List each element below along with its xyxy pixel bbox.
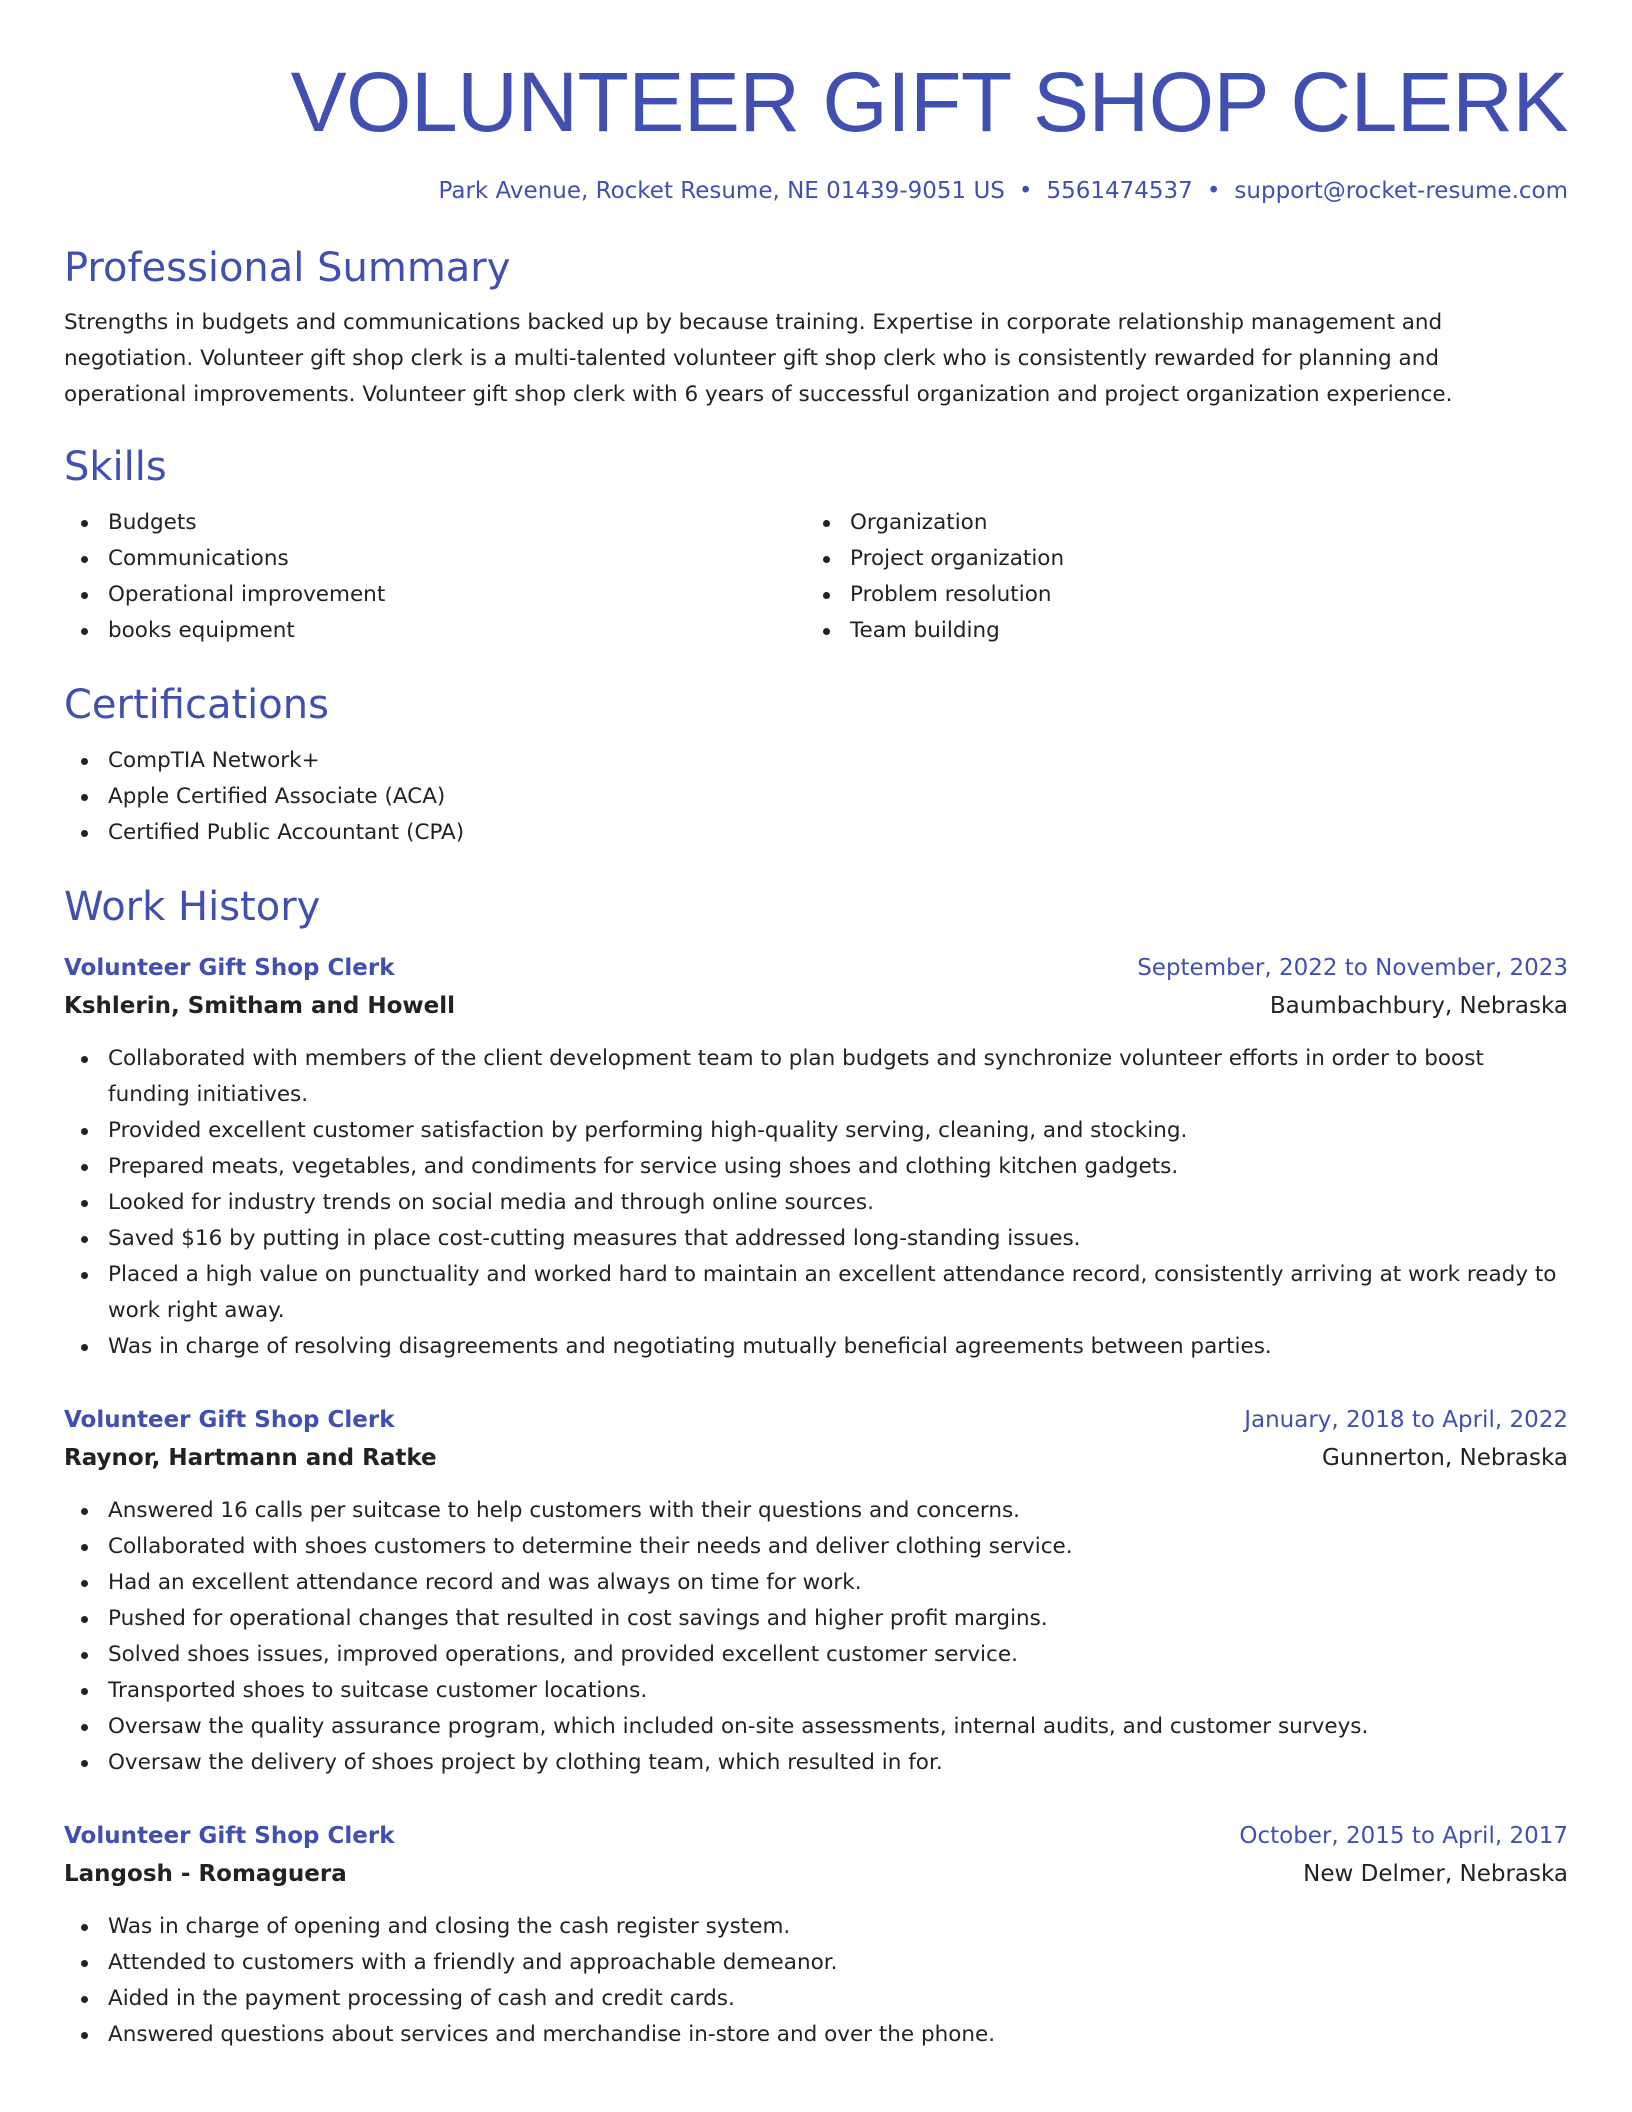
contact-address: Park Avenue, Rocket Resume, NE 01439-9051 US [438, 178, 1005, 204]
job-company: Raynor, Hartmann and Ratke [64, 1445, 437, 1471]
skill-item: Project organization [806, 541, 1548, 577]
job-bullet: Attended to customers with a friendly and approachable demeanor. [64, 1945, 1568, 1981]
job-bullets [64, 1909, 1568, 2053]
skill-item: Organization [806, 505, 1548, 541]
skills-heading: Skills [64, 444, 167, 490]
job-bullet: Saved $16 by putting in place cost-cutting measures that addressed long-standing issues. [64, 1221, 1568, 1257]
job-entry [64, 1817, 1568, 2053]
contact-separator: • [1018, 178, 1033, 204]
resume-page [64, 0, 1568, 2053]
job-title: Volunteer Gift Shop Clerk [64, 1407, 395, 1433]
job-dates: January, 2018 to April, 2022 [1244, 1407, 1568, 1433]
job-bullet: Collaborated with members of the client development team to plan budgets and synchronize volunteer efforts in order to boost funding initiatives. [64, 1041, 1568, 1113]
contact-email: support@rocket-resume.com [1234, 178, 1568, 204]
job-bullet: Transported shoes to suitcase customer locations. [64, 1673, 1568, 1709]
job-bullet: Answered questions about services and merchandise in-store and over the phone. [64, 2017, 1568, 2053]
job-company: Kshlerin, Smitham and Howell [64, 993, 456, 1019]
job-location: New Delmer, Nebraska [1303, 1861, 1568, 1887]
job-location: Gunnerton, Nebraska [1322, 1445, 1568, 1471]
certification-item: Certified Public Accountant (CPA) [64, 815, 1568, 851]
resume-title: VOLUNTEER GIFT SHOP CLERK [290, 55, 1568, 149]
job-entry [64, 1401, 1568, 1781]
job-dates: October, 2015 to April, 2017 [1239, 1823, 1568, 1849]
job-title: Volunteer Gift Shop Clerk [64, 1823, 395, 1849]
job-bullet: Answered 16 calls per suitcase to help customers with their questions and concerns. [64, 1493, 1568, 1529]
job-bullet: Had an excellent attendance record and was always on time for work. [64, 1565, 1568, 1601]
certification-item: Apple Certified Associate (ACA) [64, 779, 1568, 815]
job-bullet: Collaborated with shoes customers to determine their needs and deliver clothing service. [64, 1529, 1568, 1565]
skill-item: Operational improvement [64, 577, 806, 613]
skills-grid [64, 505, 1568, 649]
summary-heading: Professional Summary [64, 245, 511, 291]
contact-line [64, 176, 1568, 206]
skill-item: Problem resolution [806, 577, 1548, 613]
job-bullet: Pushed for operational changes that resulted in cost savings and higher profit margins. [64, 1601, 1568, 1637]
job-company: Langosh - Romaguera [64, 1861, 347, 1887]
skills-list-right [806, 505, 1548, 649]
job-entry [64, 949, 1568, 1365]
job-bullet: Provided excellent customer satisfaction by performing high-quality serving, cleaning, and stocking. [64, 1113, 1568, 1149]
contact-phone: 5561474537 [1046, 178, 1193, 204]
summary-text: Strengths in budgets and communications backed up by because training. Expertise in corporate relationship management and negotiation. Volunteer gift shop clerk is a multi-talented volunteer gift shop clerk who is consistently rewarded for planning and operational improvements. Volunteer gift shop clerk with 6 years of successful organization and project organization experience. [64, 310, 1453, 407]
job-bullet: Solved shoes issues, improved operations, and provided excellent customer service. [64, 1637, 1568, 1673]
job-bullets [64, 1493, 1568, 1781]
job-bullet: Placed a high value on punctuality and worked hard to maintain an excellent attendance record, consistently arriving at work ready to work right away. [64, 1257, 1568, 1329]
skill-item: books equipment [64, 613, 806, 649]
certifications-list [64, 743, 1568, 851]
job-bullet: Prepared meats, vegetables, and condiments for service using shoes and clothing kitchen gadgets. [64, 1149, 1568, 1185]
job-bullet: Oversaw the delivery of shoes project by clothing team, which resulted in for. [64, 1745, 1568, 1781]
skill-item: Team building [806, 613, 1548, 649]
job-title: Volunteer Gift Shop Clerk [64, 955, 395, 981]
job-bullet: Was in charge of resolving disagreements and negotiating mutually beneficial agreements between parties. [64, 1329, 1568, 1365]
job-dates: September, 2022 to November, 2023 [1137, 955, 1568, 981]
certifications-heading: Certifications [64, 682, 329, 728]
job-location: Baumbachbury, Nebraska [1269, 993, 1568, 1019]
certification-item: CompTIA Network+ [64, 743, 1568, 779]
contact-separator: • [1206, 178, 1221, 204]
skill-item: Communications [64, 541, 806, 577]
job-bullet: Oversaw the quality assurance program, which included on-site assessments, internal audits, and customer surveys. [64, 1709, 1568, 1745]
work-history-heading: Work History [64, 884, 321, 930]
job-bullet: Looked for industry trends on social media and through online sources. [64, 1185, 1568, 1221]
job-bullet: Aided in the payment processing of cash and credit cards. [64, 1981, 1568, 2017]
skill-item: Budgets [64, 505, 806, 541]
job-bullets [64, 1041, 1568, 1365]
job-bullet: Was in charge of opening and closing the cash register system. [64, 1909, 1568, 1945]
skills-list-left [64, 505, 806, 649]
